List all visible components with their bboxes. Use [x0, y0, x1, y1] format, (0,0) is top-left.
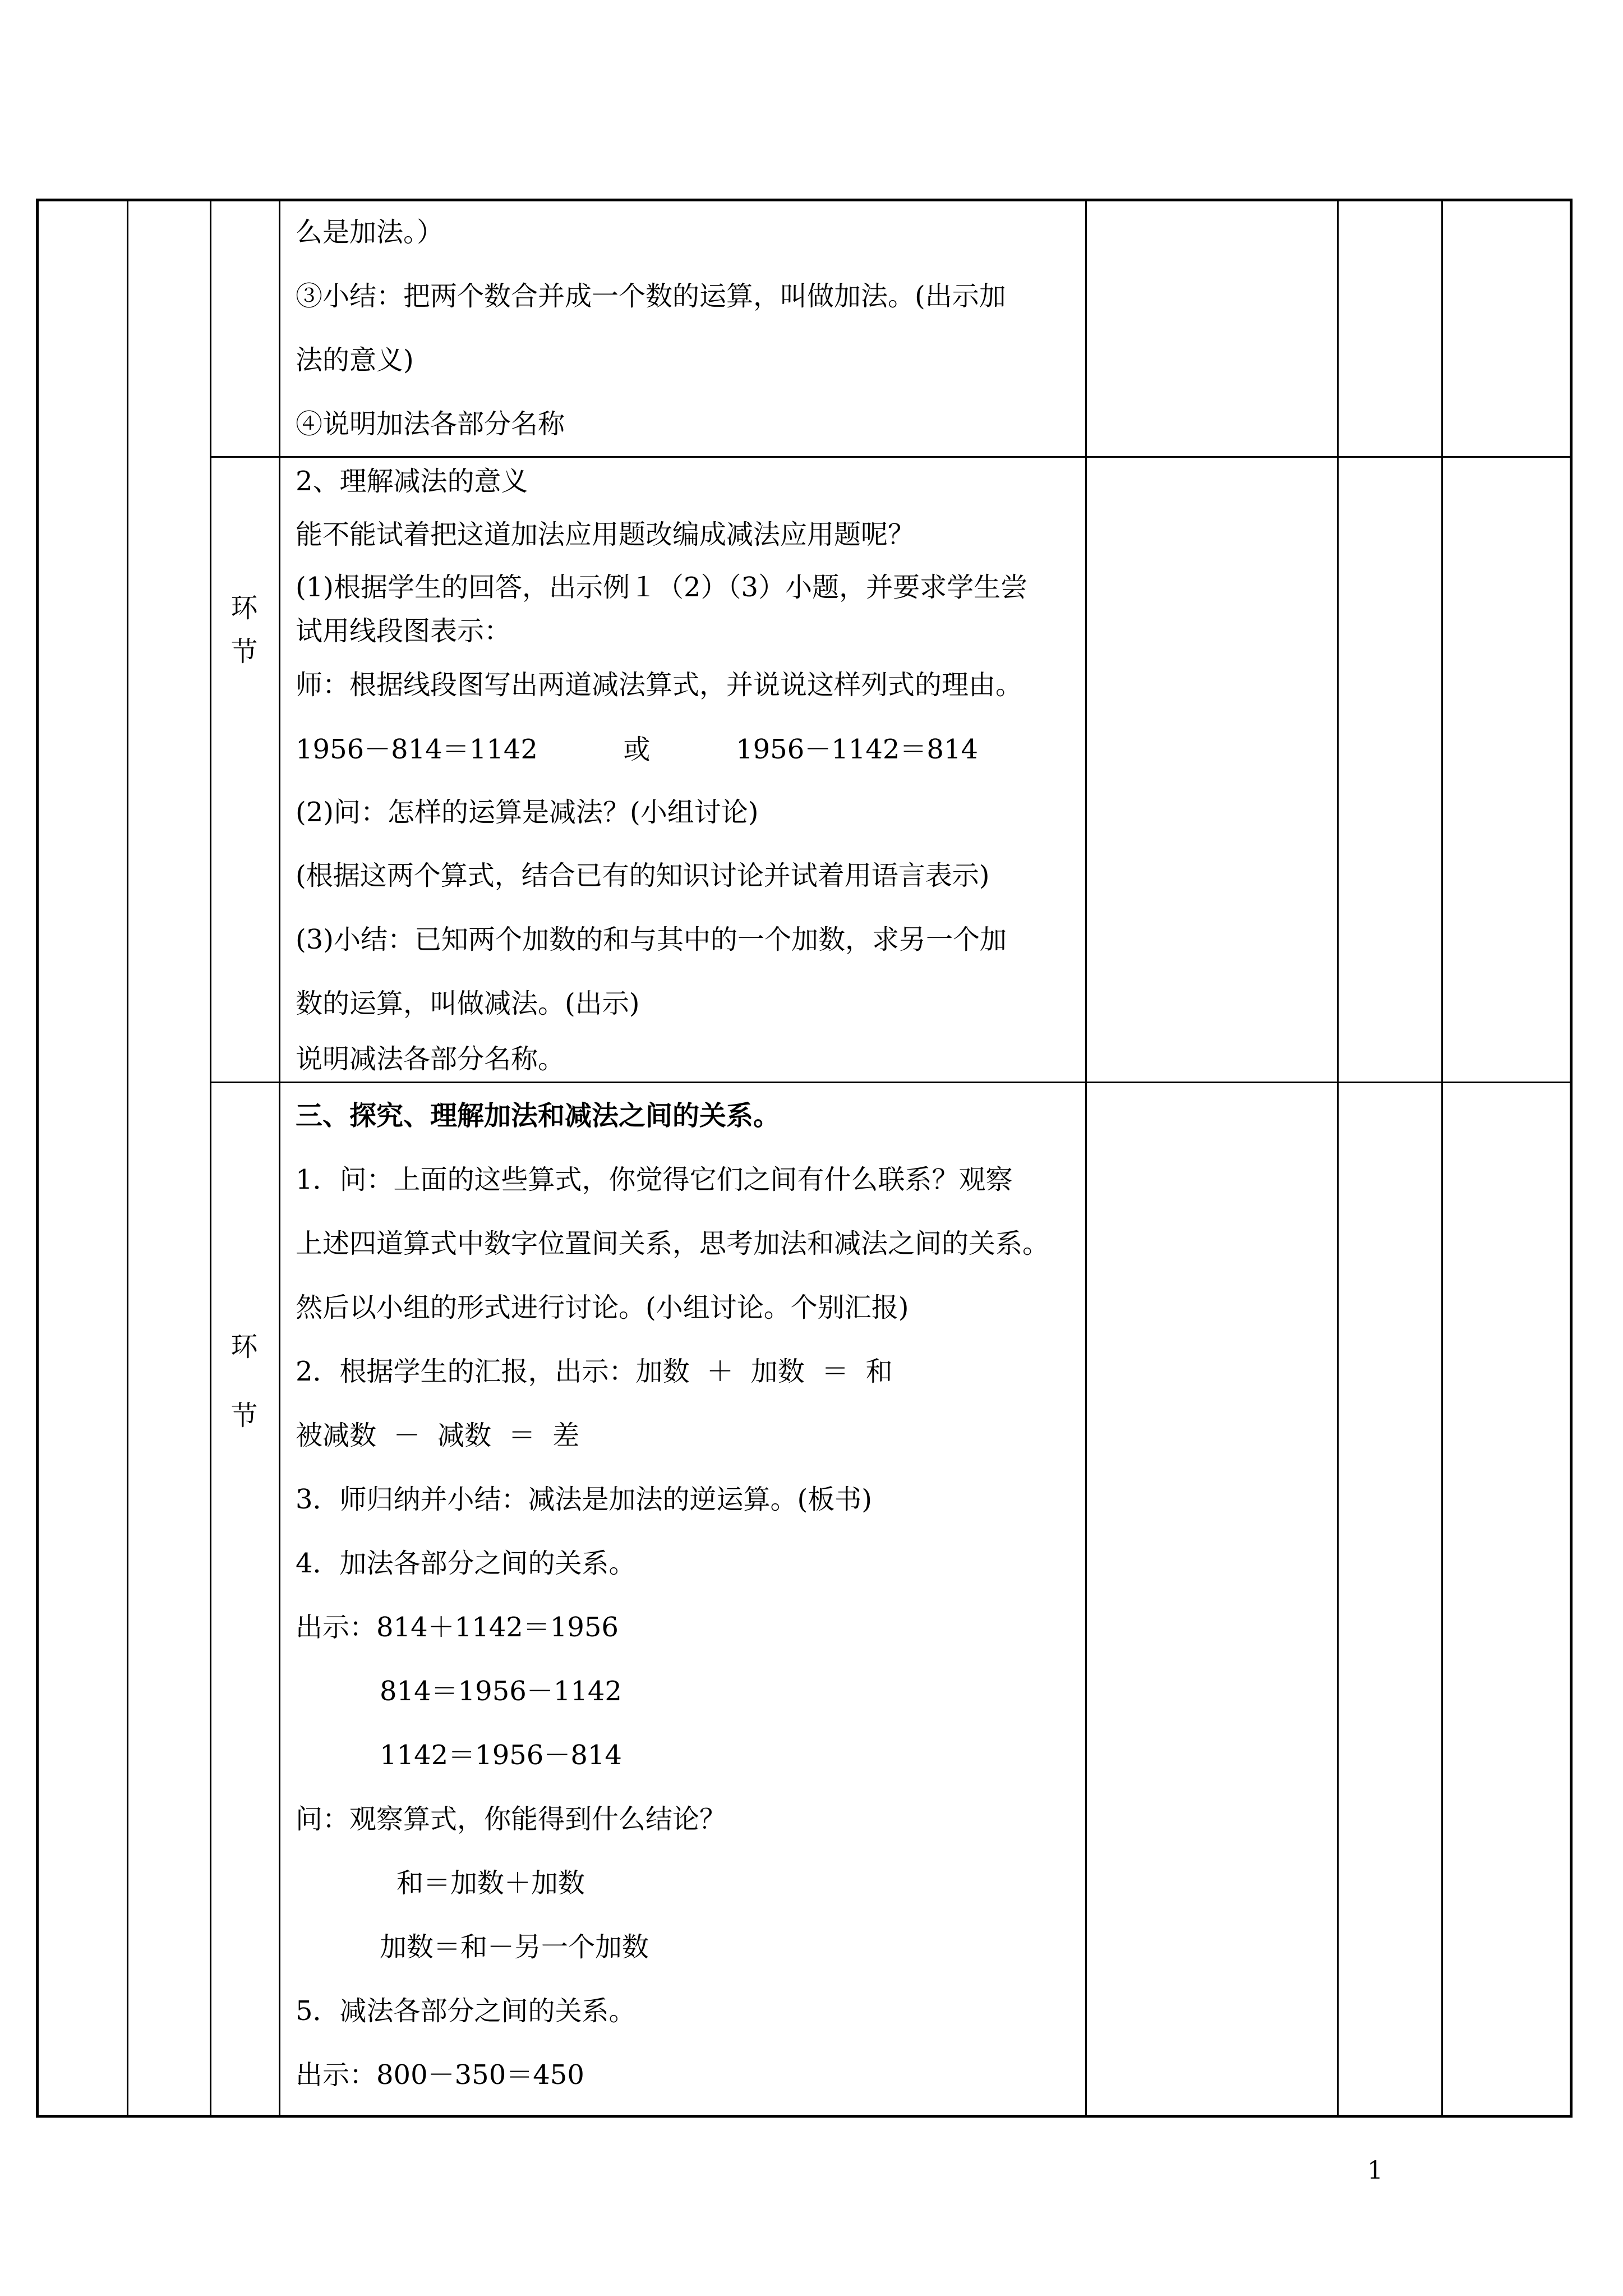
column-divider-3 [279, 199, 280, 2118]
text-line: (2)问：怎样的运算是减法？(小组讨论) [296, 797, 759, 828]
section-label-char-2: 节 [230, 1400, 258, 1432]
text-line: 问：观察算式，你能得到什么结论？ [296, 1803, 727, 1835]
text-line: 师：根据线段图写出两道减法算式，并说说这样列式的理由。 [296, 669, 1023, 701]
section-label-char-1: 环 [230, 1331, 258, 1363]
text-line: 能不能试着把这道加法应用题改编成减法应用题呢？ [296, 519, 915, 550]
section-label-char-2: 节 [230, 636, 258, 668]
column-divider-2 [210, 199, 211, 2118]
text-line: 1．问：上面的这些算式，你觉得它们之间有什么联系？观察 [296, 1164, 1013, 1195]
text-line: 5．减法各部分之间的关系。 [296, 1995, 636, 2027]
text-line: 2．根据学生的汇报，出示：加数 ＋ 加数 ＝ 和 [296, 1356, 893, 1387]
formula-line: 出示：814＋1142＝1956 [296, 1612, 619, 1643]
formula-line: 和＝加数＋加数 [396, 1867, 585, 1899]
row-divider-2 [210, 1082, 1573, 1083]
text-line: 上述四道算式中数字位置间关系，思考加法和减法之间的关系。 [296, 1228, 1050, 1259]
text-line: (1)根据学生的回答，出示例１（2）（3）小题，并要求学生尝 [296, 572, 1028, 603]
text-line: 数的运算，叫做减法。(出示) [296, 988, 640, 1019]
column-divider-1 [127, 199, 128, 2118]
formula-line: 加数＝和－另一个加数 [380, 1931, 649, 1963]
text-line: (根据这两个算式，结合已有的知识讨论并试着用语言表示) [296, 860, 990, 891]
text-line: ③小结：把两个数合并成一个数的运算，叫做加法。(出示加 [296, 280, 1006, 312]
text-line: 试用线段图表示： [296, 615, 511, 647]
text-line: 被减数 － 减数 ＝ 差 [296, 1420, 580, 1451]
section-heading: 三、探究、理解加法和减法之间的关系。 [296, 1100, 781, 1131]
table-top-border [36, 199, 1573, 201]
table-bottom-border [36, 2115, 1573, 2118]
formula-line: 1956－814＝1142 或 1956－1142＝814 [296, 734, 979, 765]
row-divider-1 [210, 456, 1573, 458]
text-line: ④说明加法各部分名称 [296, 408, 565, 440]
text-line: (3)小结：已知两个加数的和与其中的一个加数，求另一个加 [296, 924, 1007, 955]
table-right-border [1570, 199, 1573, 2118]
section-label-char-1: 环 [230, 592, 258, 624]
text-line: 然后以小组的形式进行讨论。(小组讨论。个别汇报) [296, 1292, 909, 1323]
formula-line: 出示：800－350＝450 [296, 2059, 584, 2091]
formula-line: 1142＝1956－814 [380, 1740, 622, 1771]
page-number: 1 [1367, 2156, 1383, 2185]
text-line: 说明减法各部分名称。 [296, 1043, 565, 1075]
formula-line: 814＝1956－1142 [380, 1676, 622, 1707]
column-divider-4 [1085, 199, 1087, 2118]
table-left-border [36, 199, 39, 2118]
text-line: 么是加法。） [296, 217, 444, 248]
text-line: 3．师归纳并小结：减法是加法的逆运算。(板书) [296, 1484, 872, 1515]
text-line: 法的意义) [296, 344, 414, 376]
text-line: 2、理解减法的意义 [296, 466, 528, 497]
text-line: 4．加法各部分之间的关系。 [296, 1548, 636, 1579]
column-divider-5 [1337, 199, 1339, 2118]
column-divider-6 [1441, 199, 1443, 2118]
